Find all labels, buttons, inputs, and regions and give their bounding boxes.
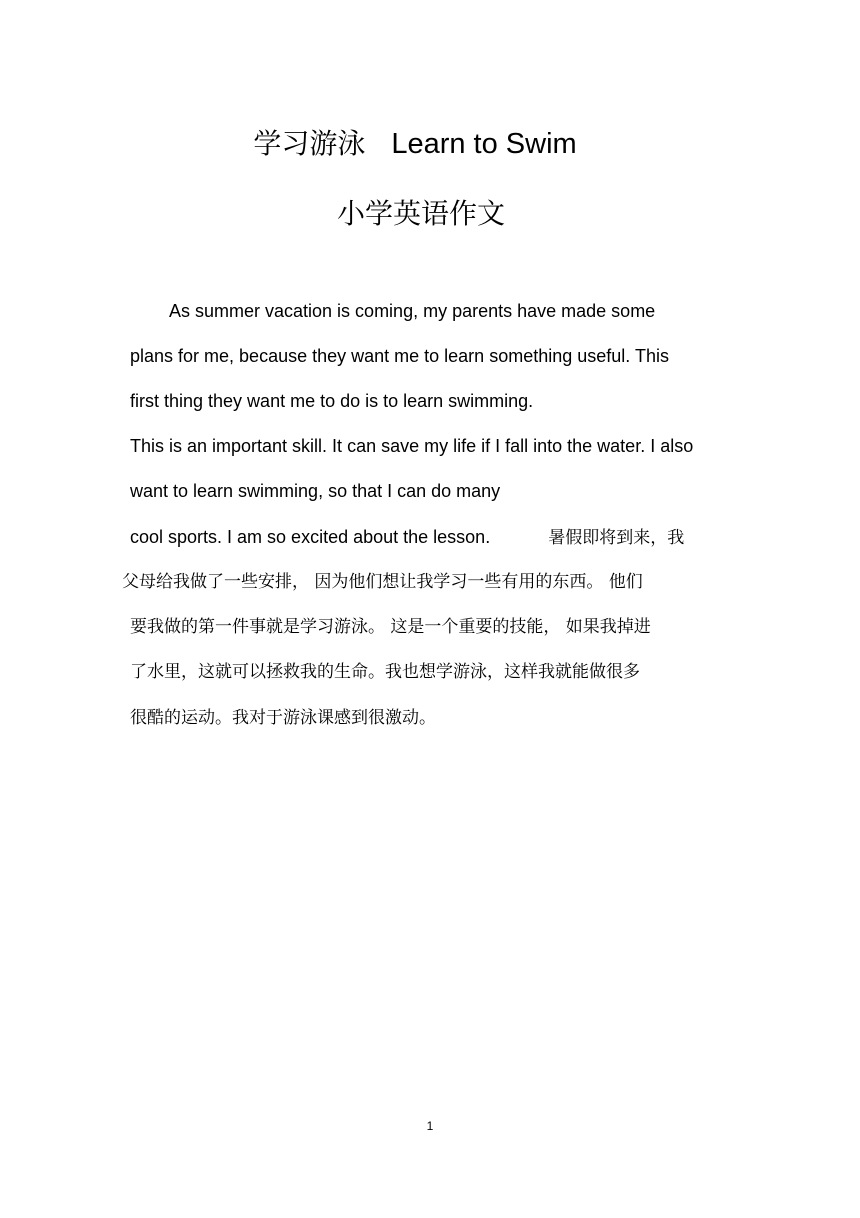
paragraph-line-6 <box>130 524 684 551</box>
paragraph-line-4: This is an important skill. It can save my life if I fall into the water. I also <box>130 436 694 456</box>
paragraph-line-6-chinese: 暑假即将到来，我 <box>548 528 685 548</box>
title-chinese: 学习游泳 <box>253 127 366 160</box>
page-number: 1 <box>426 1119 434 1133</box>
chinese-line-3: 了水里，这就可以拯救我的生命。我也想学游泳，这样我就能做很多 <box>130 662 640 682</box>
paragraph-line-1: As summer vacation is coming, my parents have made some <box>169 301 656 321</box>
paragraph-line-5: want to learn swimming, so that I can do many <box>130 481 501 501</box>
chinese-line-1: 父母给我做了一些安排， 因为他们想让我学习一些有用的东西。 他们 <box>122 572 643 592</box>
page-title <box>0 122 830 166</box>
paragraph-line-3: first thing they want me to do is to learn swimming. <box>130 391 534 411</box>
paragraph-line-2: plans for me, because they want me to learn something useful. This <box>130 346 669 366</box>
paragraph-line-6-english: cool sports. I am so excited about the lesson. <box>130 527 491 547</box>
chinese-line-2: 要我做的第一件事就是学习游泳。 这是一个重要的技能， 如果我掉进 <box>130 617 651 637</box>
chinese-line-4: 很酷的运动。我对于游泳课感到很激动。 <box>130 708 436 728</box>
page-subtitle: 小学英语作文 <box>336 197 505 230</box>
title-english: Learn to Swim <box>391 128 577 160</box>
